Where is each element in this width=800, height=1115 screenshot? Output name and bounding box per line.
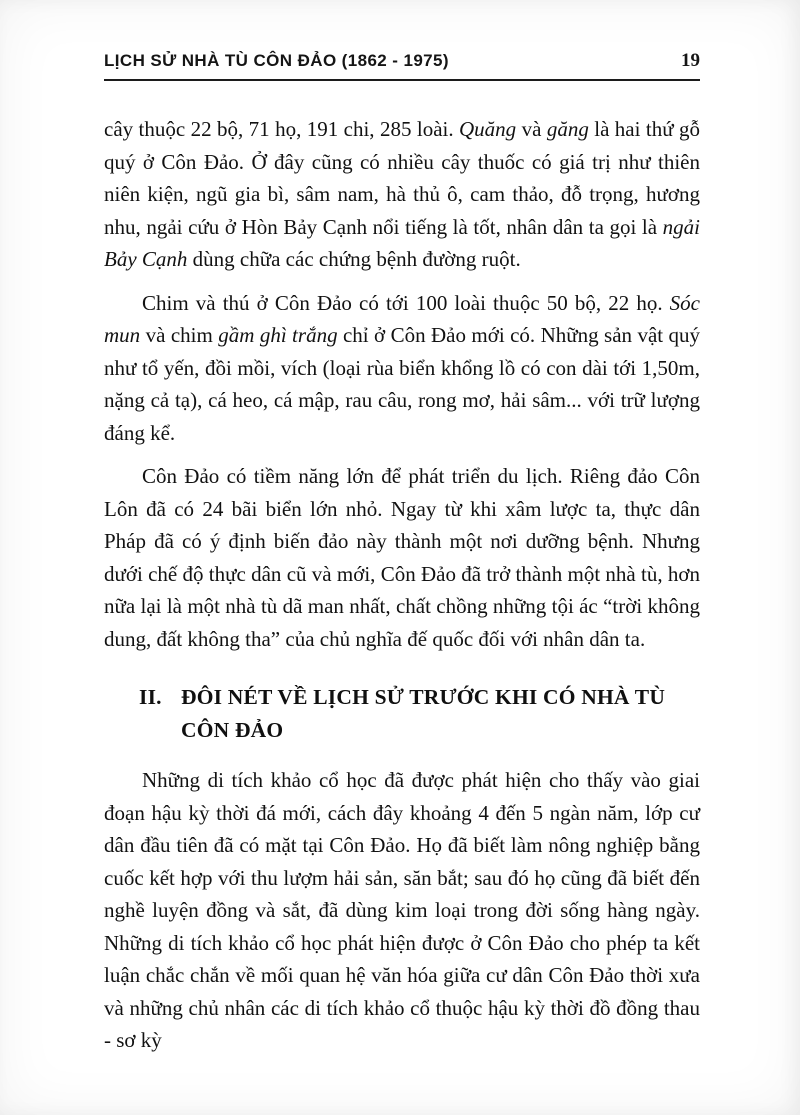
- italic-text-run: Sóc mun: [104, 290, 700, 347]
- paragraph-4: [104, 764, 700, 1057]
- paragraph-3: [104, 460, 700, 655]
- header-rule: [104, 79, 700, 81]
- text-run: dùng chữa các chứng bệnh đường ruột.: [187, 247, 521, 271]
- italic-text-run: gầm ghì trắng: [218, 323, 338, 347]
- italic-text-run: găng: [546, 117, 589, 141]
- text-run: cây thuộc 22 bộ, 71 họ, 191 chi, 285 loài.: [104, 117, 460, 141]
- page-content: [104, 50, 700, 1068]
- italic-text-run: Quăng: [459, 117, 517, 141]
- text-run: chỉ ở Côn Đảo mới có. Những sản vật quý như tổ yến, đồi mồi, vích (loại rùa biển khổng lồ có con dài tới 1,50m, nặng cả tạ), cá heo, cá mập, rau câu, rong mơ, hải sâm... với trữ lượng đáng kể.: [104, 323, 701, 445]
- heading-text: ĐÔI NÉT VỀ LỊCH SỬ TRƯỚC KHI CÓ NHÀ TÙ CÔN ĐẢO: [181, 685, 666, 742]
- italic-text-run: ngải Bảy Cạnh: [104, 214, 700, 271]
- page-header: [104, 50, 700, 72]
- paragraph-1: [104, 113, 700, 276]
- page-number: 19: [681, 50, 700, 71]
- body-text: [104, 113, 700, 1057]
- text-run: là hai thứ gỗ quý ở Côn Đảo. Ở đây cũng có nhiều cây thuốc có giá trị như thiên niên kiện, ngũ gia bì, sâm nam, hà thủ ô, cam thảo, đỗ trọng, hương nhu, ngải cứu ở Hòn Bảy Cạnh nổi tiếng là tốt, nhân dân ta gọi là: [104, 117, 700, 239]
- text-run: Chim và thú ở Côn Đảo có tới 100 loài thuộc 50 bộ, 22 họ.: [142, 290, 670, 315]
- paragraph-2: [104, 287, 700, 450]
- section-heading: [104, 681, 700, 747]
- text-run: Những di tích khảo cổ học đã được phát hiện cho thấy vào giai đoạn hậu kỳ thời đá mới, cách đây khoảng 4 đến 5 ngàn năm, lớp cư dân đầu tiên đã có mặt tại Côn Đảo. Họ đã biết làm nông nghiệp bằng cuốc kết hợp với thu lượm hải sản, săn bắt; sau đó họ cũng đã biết đến nghề luyện đồng và sắt, đã dùng kim loại trong đời sống hàng ngày. Những di tích khảo cổ học phát hiện được ở Côn Đảo cho phép ta kết luận chắc chắn về mối quan hệ văn hóa giữa cư dân Côn Đảo thời xưa và những chủ nhân các di tích khảo cổ thuộc hậu kỳ thời đồ đồng thau - sơ kỳ: [104, 768, 700, 1052]
- text-run: và chim: [140, 323, 219, 347]
- heading-number: II.: [139, 685, 162, 709]
- text-run: và: [516, 117, 547, 141]
- text-run: Côn Đảo có tiềm năng lớn để phát triển du lịch. Riêng đảo Côn Lôn đã có 24 bãi biển lớn nhỏ. Ngay từ khi xâm lược ta, thực dân Pháp đã có ý định biến đảo này thành một nơi dưỡng bệnh. Nhưng dưới chế độ thực dân cũ và mới, Côn Đảo đã trở thành một nhà tù, hơn nữa lại là một nhà tù dã man nhất, chất chồng những tội ác “trời không dung, đất không tha” của chủ nghĩa đế quốc đối với nhân dân ta.: [104, 464, 700, 651]
- page-title: LỊCH SỬ NHÀ TÙ CÔN ĐẢO (1862 - 1975): [104, 51, 449, 70]
